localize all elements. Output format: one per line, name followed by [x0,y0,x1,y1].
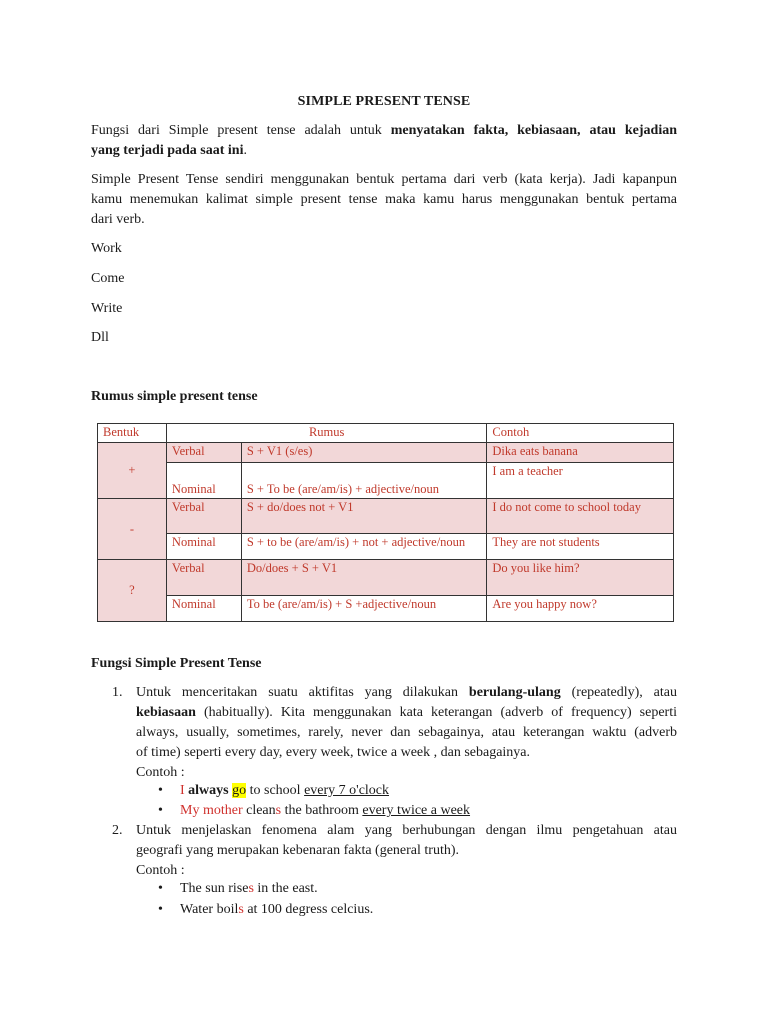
sentence-text: in the east. [253,881,318,896]
sentence-text: Water boil [180,902,239,917]
symbol-cell: + [98,443,167,499]
verb-line-1: Simple Present Tense sendiri menggunakan bentuk pertama dari verb (kata kerja). Jadi kapanpun [91,172,677,187]
verb-suffix: s [248,881,254,896]
item1-text: (repeatedly), atau [560,685,677,700]
list-item [136,821,677,881]
intro-end: . [243,143,247,158]
example-sentence [180,801,470,821]
item1-bold: berulang-ulang [468,685,561,700]
adverb: always [188,783,229,798]
table-row [98,499,674,534]
type-cell: Verbal [166,443,241,463]
verb-line-3: dari verb. [91,212,145,227]
contoh-label: Contoh : [136,765,185,780]
example-word: Work [91,241,122,256]
item1-text: (habitually). Kita menggunakan kata keterangan (adverb of frequency) seperti [195,705,677,720]
example-sentence [180,879,318,899]
table-row [98,463,674,499]
list-item [136,683,677,783]
intro-line-2 [91,141,677,161]
example-sentence [180,900,373,920]
formula-cell: S + do/does not + V1 [241,499,487,534]
formula-cell: S + To be (are/am/is) + adjective/noun [241,463,487,499]
header-contoh: Contoh [487,424,674,443]
example-cell: They are not students [487,534,674,560]
item2-line-2: geografi yang merupakan kebenaran fakta (general truth). [136,843,460,858]
type-cell: Verbal [166,499,241,534]
intro-text: Fungsi dari Simple present tense adalah untuk [91,123,391,138]
bullet-icon: • [158,803,163,818]
subject: My mother [180,803,243,818]
bullet-icon: • [158,783,163,798]
example-word: Write [91,301,123,316]
time-phrase: every twice a week [362,803,471,818]
symbol-cell: - [98,499,167,560]
intro-bold-2: yang terjadi pada saat ini [91,143,244,158]
type-cell: Nominal [166,596,241,622]
rumus-heading: Rumus simple present tense [91,389,258,404]
sentence-text: at 100 degress celcius. [243,902,374,917]
example-word: Dll [91,330,109,345]
type-cell: Nominal [166,534,241,560]
verb: go [232,783,247,798]
formula-cell: S + to be (are/am/is) + not + adjective/noun [241,534,487,560]
example-cell: I am a teacher [487,463,674,499]
item1-bold: kebiasaan [136,705,196,720]
page-title: SIMPLE PRESENT TENSE [297,94,471,109]
example-cell: Dika eats banana [487,443,674,463]
formula-cell: To be (are/am/is) + S +adjective/noun [241,596,487,622]
verb-line-2: kamu menemukan kalimat simple present tense maka kamu harus menggunakan bentuk pertama [91,192,677,207]
table-row [98,560,674,596]
sentence-text: to school [246,783,305,798]
formula-cell: S + V1 (s/es) [241,443,487,463]
sentence-text: the bathroom [281,803,363,818]
verb-paragraph [91,170,677,230]
table-row [98,534,674,560]
subject: I [180,783,185,798]
list-number: 2. [112,823,123,838]
header-rumus: Rumus [166,424,486,443]
intro-paragraph [91,121,677,161]
item2-line-1: Untuk menjelaskan fenomena alam yang berhubungan dengan ilmu pengetahuan atau [136,823,677,838]
intro-bold-1: menyatakan fakta, kebiasaan, atau kejadian [390,123,677,138]
list-number: 1. [112,685,123,700]
contoh-label: Contoh : [136,863,185,878]
item1-line-2 [136,703,677,723]
verb-suffix: s [238,902,244,917]
bullet-icon: • [158,902,163,917]
symbol-cell: ? [98,560,167,622]
time-phrase: every 7 o'clock [304,783,390,798]
item1-line-1 [136,683,677,703]
item1-text: Untuk menceritakan suatu aktifitas yang dilakukan [136,685,469,700]
example-sentence [180,781,389,801]
formula-table [97,423,674,622]
sentence-text: The sun rise [180,881,249,896]
item1-line-4: of time) seperti every day, every week, twice a week , dan sebagainya. [136,745,531,760]
bullet-icon: • [158,881,163,896]
intro-line-1 [91,121,677,141]
example-word: Come [91,271,125,286]
formula-cell: Do/does + S + V1 [241,560,487,596]
table-header-row [98,424,674,443]
example-cell: Are you happy now? [487,596,674,622]
table-row [98,596,674,622]
table-row [98,443,674,463]
fungsi-heading: Fungsi Simple Present Tense [91,656,262,671]
item1-line-3: always, usually, sometimes, rarely, never dan sebagainya, atau keterangan waktu (adverb [136,725,677,740]
type-cell: Nominal [166,463,241,499]
example-cell: I do not come to school today [487,499,674,534]
header-bentuk: Bentuk [98,424,167,443]
type-cell: Verbal [166,560,241,596]
verb: clean [242,803,276,818]
verb-suffix: s [275,803,282,818]
example-cell: Do you like him? [487,560,674,596]
